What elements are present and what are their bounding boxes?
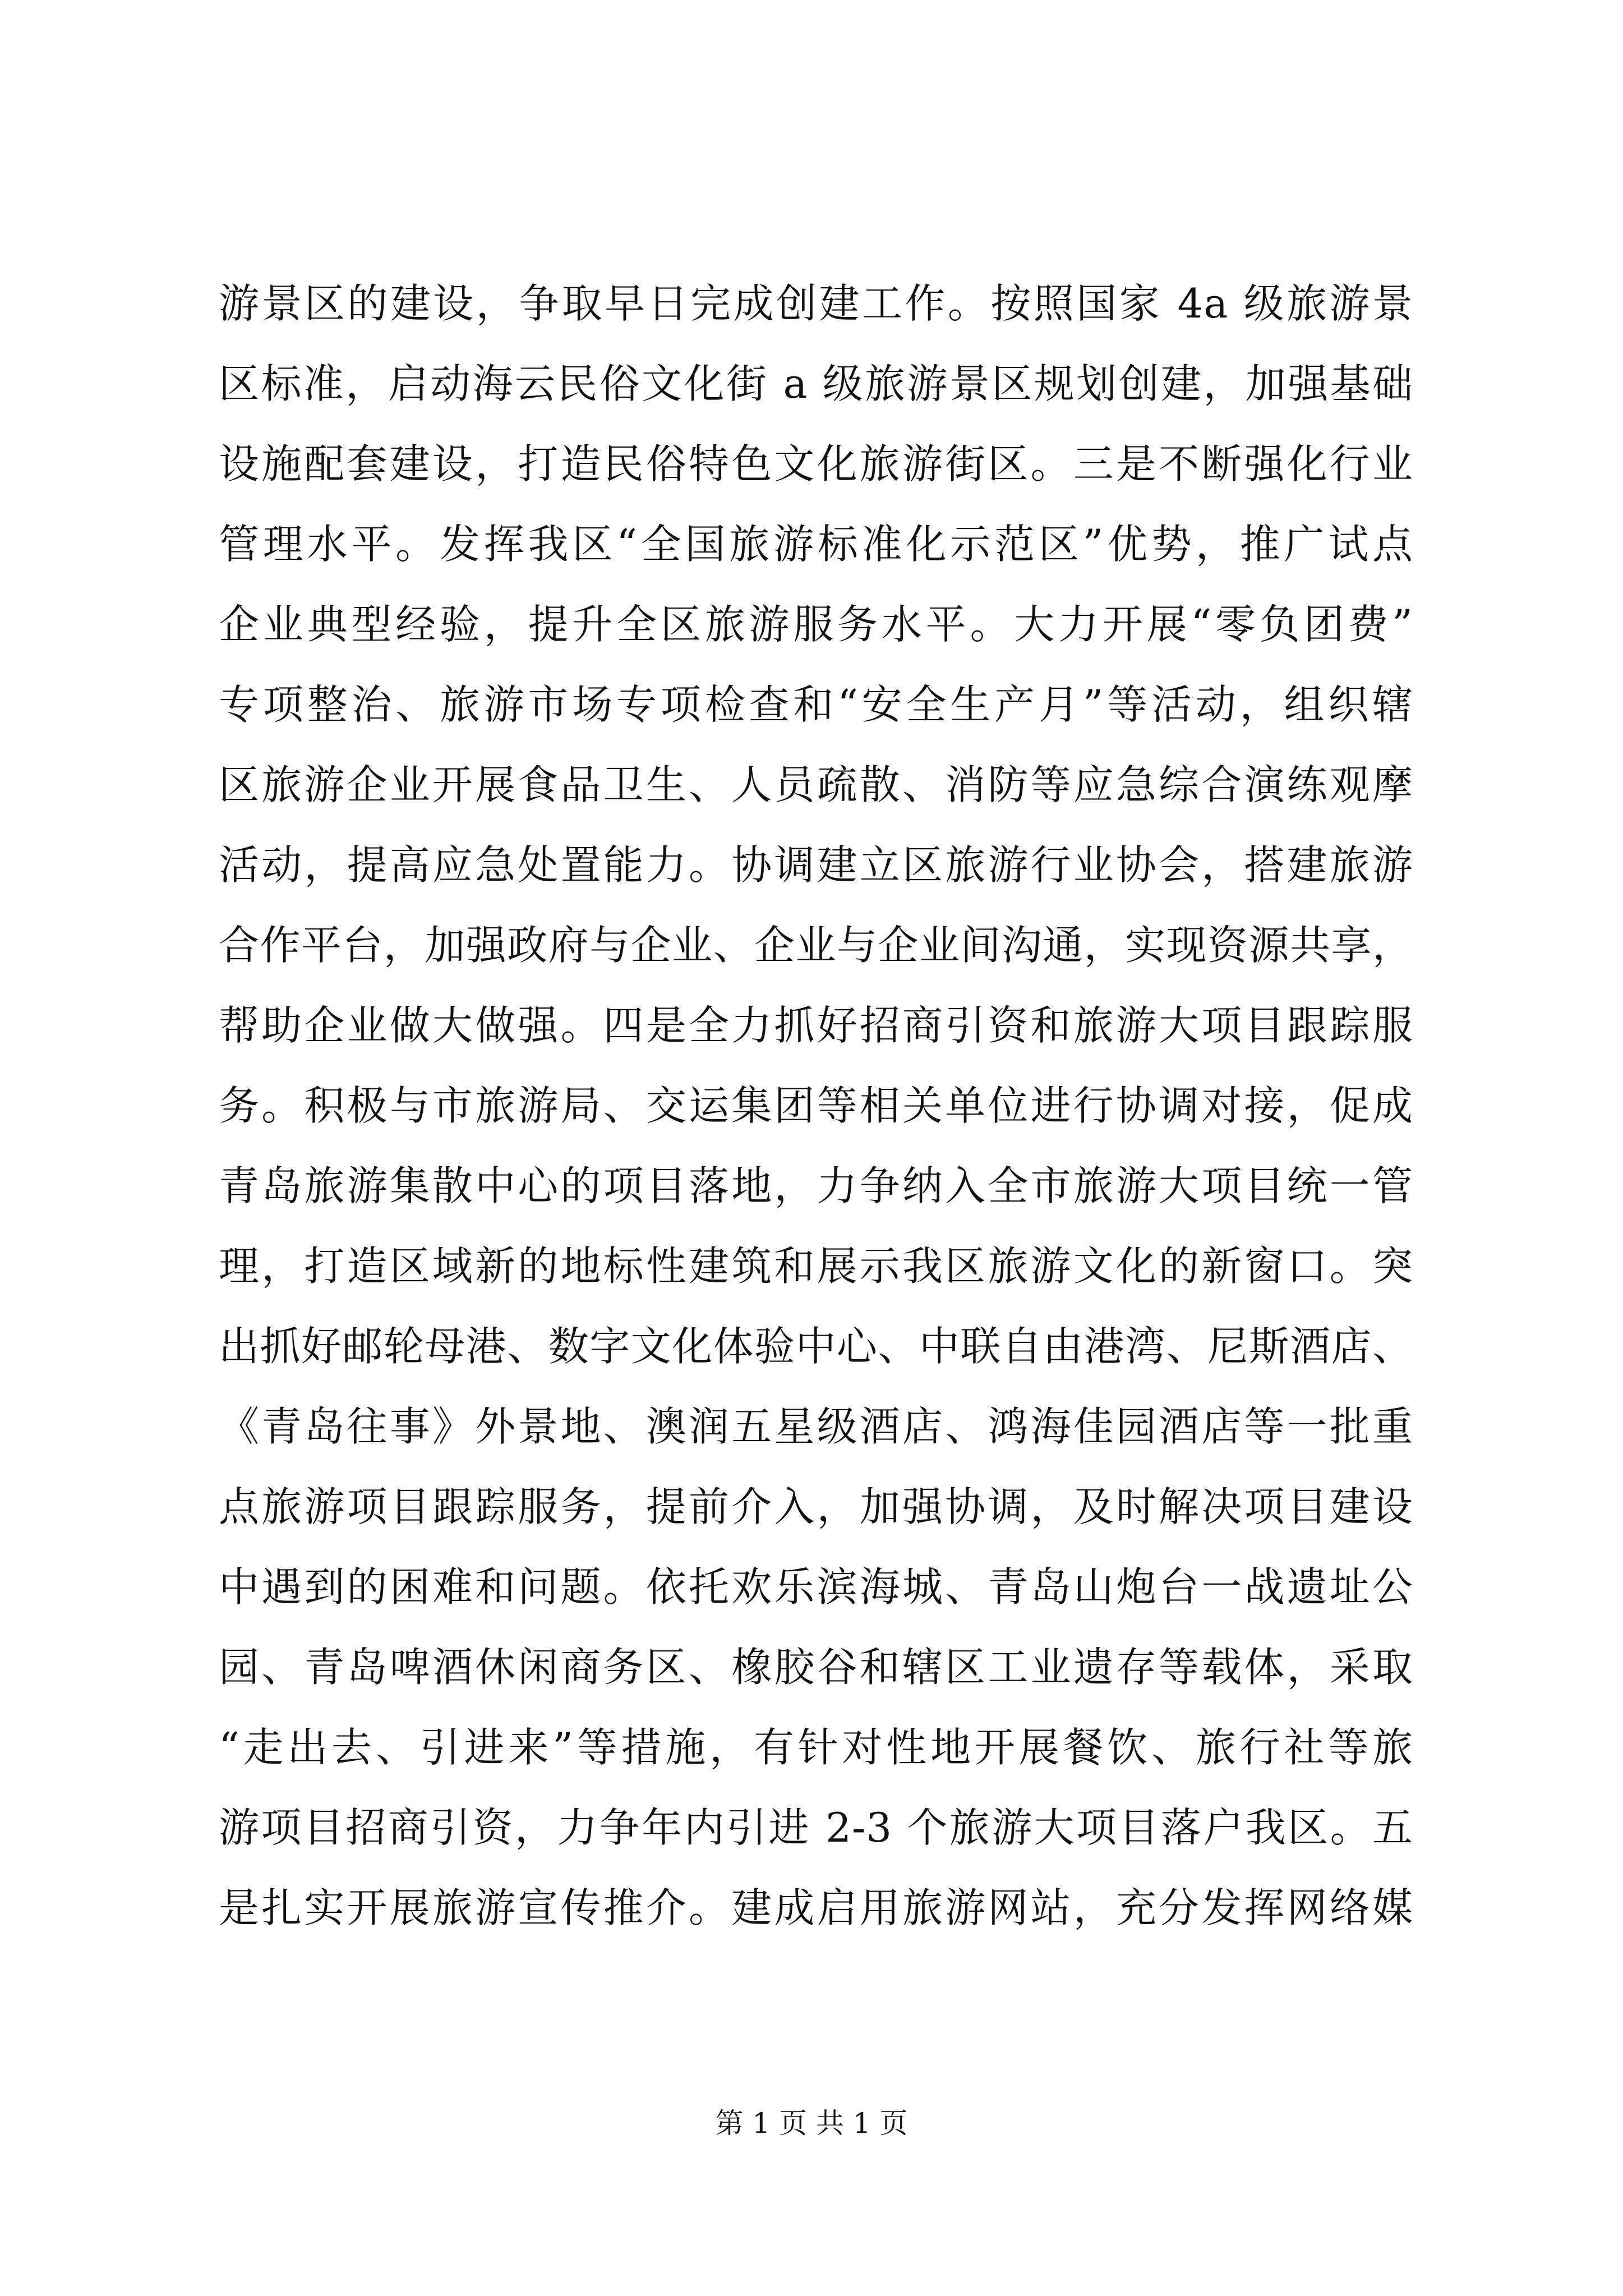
text-line: 《青岛往事》外景地、澳润五星级酒店、鸿海佳园酒店等一批重 [219, 1403, 1413, 1450]
text-line: 点旅游项目跟踪服务，提前介入，加强协调，及时解决项目建设 [219, 1483, 1413, 1530]
text-line: 中遇到的困难和问题。依托欢乐滨海城、青岛山炮台一战遗址公 [219, 1563, 1413, 1611]
text-line: 活动，提高应急处置能力。协调建立区旅游行业协会，搭建旅游 [219, 841, 1413, 889]
text-line: “走出去、引进来”等措施，有针对性地开展餐饮、旅行社等旅 [219, 1724, 1413, 1771]
text-line: 游景区的建设，争取早日完成创建工作。按照国家 4a 级旅游景 [219, 280, 1413, 327]
text-line: 设施配套建设，打造民俗特色文化旅游街区。三是不断强化行业 [219, 440, 1413, 487]
page-number-footer: 第 1 页 共 1 页 [715, 2107, 908, 2139]
body-text [219, 264, 1413, 1948]
text-line: 青岛旅游集散中心的项目落地，力争纳入全市旅游大项目统一管 [219, 1162, 1413, 1209]
text-line: 理，打造区域新的地标性建筑和展示我区旅游文化的新窗口。突 [219, 1243, 1413, 1290]
text-line: 是扎实开展旅游宣传推介。建成启用旅游网站，充分发挥网络媒 [219, 1884, 1413, 1931]
text-line: 务。积极与市旅游局、交运集团等相关单位进行协调对接，促成 [219, 1082, 1413, 1129]
text-line: 企业典型经验，提升全区旅游服务水平。大力开展“零负团费” [219, 601, 1413, 648]
text-line: 游项目招商引资，力争年内引进 2-3 个旅游大项目落户我区。五 [219, 1804, 1413, 1851]
text-line: 帮助企业做大做强。四是全力抓好招商引资和旅游大项目跟踪服 [219, 1002, 1413, 1049]
text-line: 区旅游企业开展食品卫生、人员疏散、消防等应急综合演练观摩 [219, 761, 1413, 808]
text-line: 区标准，启动海云民俗文化街 a 级旅游景区规划创建，加强基础 [219, 360, 1413, 407]
text-line: 管理水平。发挥我区“全国旅游标准化示范区”优势，推广试点 [219, 521, 1413, 568]
text-line: 园、青岛啤酒休闲商务区、橡胶谷和辖区工业遗存等载体，采取 [219, 1644, 1413, 1691]
text-line: 出抓好邮轮母港、数字文化体验中心、中联自由港湾、尼斯酒店、 [219, 1323, 1413, 1370]
text-line: 合作平台，加强政府与企业、企业与企业间沟通，实现资源共享， [219, 922, 1413, 969]
text-line: 专项整治、旅游市场专项检查和“安全生产月”等活动，组织辖 [219, 681, 1413, 728]
